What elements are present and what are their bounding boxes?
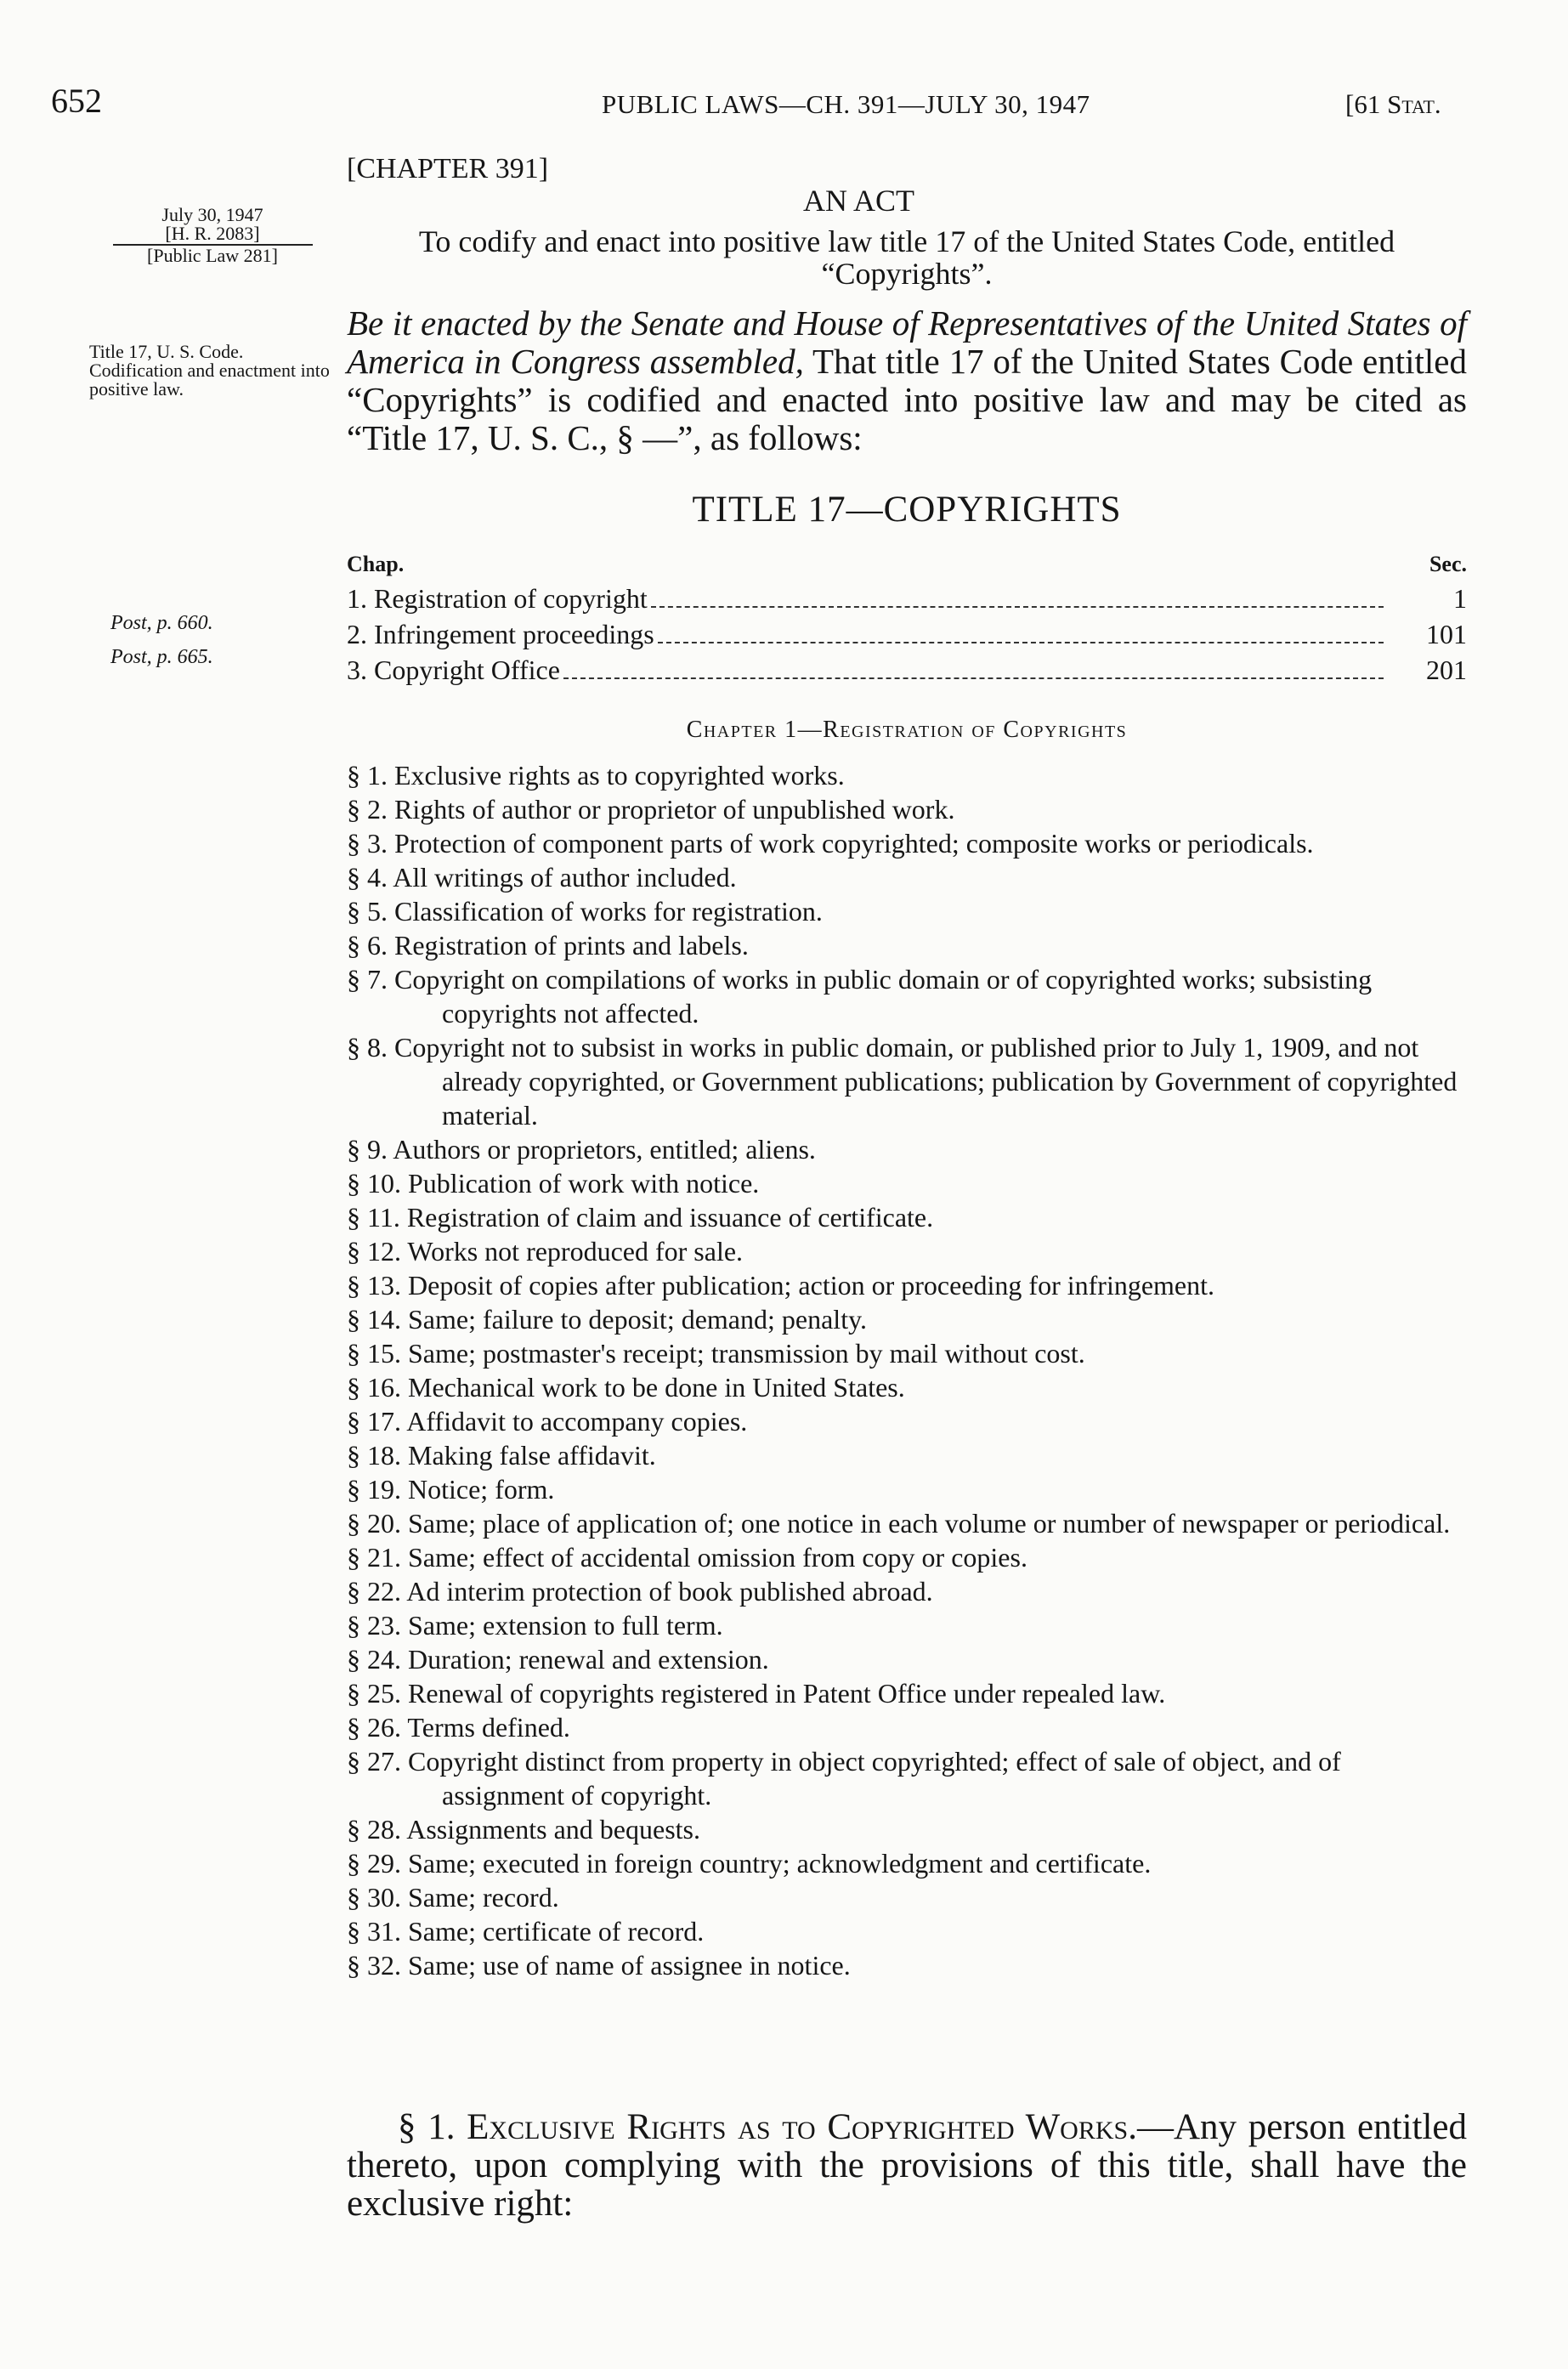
running-head: PUBLIC LAWS—CH. 391—JULY 30, 1947 — [602, 89, 1090, 119]
section-entry: § 26. Terms defined. — [347, 1712, 570, 1743]
dot-leader — [658, 642, 1384, 643]
toc-chap-label: Chap. — [347, 552, 405, 576]
toc-row-label: 1. Registration of copyright — [347, 583, 648, 614]
section-entry: § 29. Same; executed in foreign country; acknowledgment and certificate. — [347, 1848, 1152, 1879]
section-entry: § 8. Copyright not to subsist in works in public domain, or published prior to July 1, 1909, and not already copyrighted, or Government publications; publication by Government of copyrighted material. — [347, 1032, 1458, 1131]
section-entry: § 24. Duration; renewal and extension. — [347, 1644, 769, 1675]
dot-leader — [563, 677, 1384, 679]
section-entry: § 11. Registration of claim and issuance of certificate. — [347, 1202, 934, 1233]
section-entry: § 31. Same; certificate of record. — [347, 1916, 705, 1947]
section-1-text — [347, 2108, 1467, 2223]
toc-header — [347, 548, 1467, 581]
section-entry: § 23. Same; extension to full term. — [347, 1610, 723, 1641]
toc-row-label: 3. Copyright Office — [347, 655, 560, 685]
section-entry: § 9. Authors or proprietors, entitled; aliens. — [347, 1134, 816, 1165]
toc-row-sec: 201 — [1426, 655, 1467, 685]
section-entry: § 17. Affidavit to accompany copies. — [347, 1406, 748, 1437]
toc-row-label: 2. Infringement proceedings — [347, 619, 654, 649]
toc-row-sec: 1 — [1453, 583, 1467, 614]
title-heading: TITLE 17—COPYRIGHTS — [692, 490, 1122, 530]
table-of-chapters — [347, 548, 1467, 688]
section-entry: § 16. Mechanical work to be done in United States. — [347, 1372, 905, 1403]
section-entry: § 20. Same; place of application of; one notice in each volume or number of newspaper or periodical. — [347, 1508, 1451, 1539]
margin-date: July 30, 1947 — [161, 204, 263, 225]
section-1-body: —Any person entitled thereto, upon complying with the provisions of this title, shall have the exclusive right: — [347, 2107, 1468, 2224]
margin-note-post-1: Post, p. 660. — [110, 612, 213, 634]
statute-reference: [61 Stat. — [1345, 89, 1441, 119]
section-entry: § 18. Making false affidavit. — [347, 1440, 656, 1471]
section-entry: § 19. Notice; form. — [347, 1474, 555, 1505]
section-entry: § 6. Registration of prints and labels. — [347, 930, 749, 961]
section-1-heading: Exclusive Rights as to Copyrighted Works. — [467, 2107, 1137, 2147]
section-entry: § 3. Protection of component parts of work copyrighted; composite works or periodicals. — [347, 828, 1314, 859]
toc-row-sec: 101 — [1426, 619, 1467, 649]
section-entry: § 30. Same; record. — [347, 1882, 559, 1913]
toc-sec-label: Sec. — [1429, 552, 1467, 576]
margin-note-dates — [89, 206, 336, 265]
section-entry: § 13. Deposit of copies after publication; action or proceeding for infringement. — [347, 1270, 1215, 1301]
page-number: 652 — [51, 82, 102, 120]
section-entry: § 14. Same; failure to deposit; demand; penalty. — [347, 1304, 867, 1335]
enacting-clause-italic: Be it enacted by the Senate and House of Representatives of the United States of America in Congress assembled, — [347, 303, 1467, 381]
section-entry: § 27. Copyright distinct from property in object copyrighted; effect of sale of object, and of assignment of copyright. — [347, 1746, 1341, 1811]
enacting-clause-text: That title 17 of the United States Code entitled “Copyrights” is codified and enacted into positive law and may be cited as “Title 17, U. S. C., § —”, as follows: — [347, 342, 1467, 457]
section-1-number: § 1. — [398, 2107, 456, 2147]
section-entry: § 10. Publication of work with notice. — [347, 1168, 760, 1199]
section-entry: § 32. Same; use of name of assignee in notice. — [347, 1950, 851, 1981]
margin-bill: [H. R. 2083] — [165, 223, 260, 244]
margin-public-law: [Public Law 281] — [147, 245, 278, 266]
enacting-clause — [347, 304, 1467, 457]
act-label: AN ACT — [803, 184, 915, 218]
section-entry: § 12. Works not reproduced for sale. — [347, 1236, 744, 1267]
margin-note-post-2: Post, p. 665. — [110, 646, 213, 668]
section-entry: § 28. Assignments and bequests. — [347, 1814, 700, 1845]
dot-leader — [651, 606, 1384, 608]
section-entry: § 22. Ad interim protection of book published abroad. — [347, 1576, 933, 1607]
chapter-label: [CHAPTER 391] — [347, 153, 549, 184]
section-entry: § 1. Exclusive rights as to copyrighted works. — [347, 760, 845, 791]
section-entry: § 2. Rights of author or proprietor of unpublished work. — [347, 794, 955, 825]
section-entry: § 25. Renewal of copyrights registered in Patent Office under repealed law. — [347, 1678, 1166, 1709]
section-entry: § 5. Classification of works for registration. — [347, 896, 823, 927]
section-entry: § 4. All writings of author included. — [347, 862, 737, 893]
margin-note-codification: Title 17, U. S. Code. Codification and enactment into positive law. — [89, 341, 330, 400]
toc-row — [347, 616, 1467, 652]
section-entry: § 15. Same; postmaster's receipt; transmission by mail without cost. — [347, 1338, 1085, 1369]
section-entry: § 7. Copyright on compilations of works in public domain or of copyrighted works; subsisting copyrights not affected. — [347, 964, 1373, 1029]
section-list — [347, 758, 1467, 1982]
act-purpose: To codify and enact into positive law title 17 of the United States Code, entitled “Copyrights”. — [418, 224, 1395, 291]
section-entry: § 21. Same; effect of accidental omission from copy or copies. — [347, 1542, 1027, 1573]
chapter-heading: Chapter 1—Registration of Copyrights — [686, 717, 1128, 743]
toc-row — [347, 581, 1467, 616]
toc-row — [347, 652, 1467, 688]
